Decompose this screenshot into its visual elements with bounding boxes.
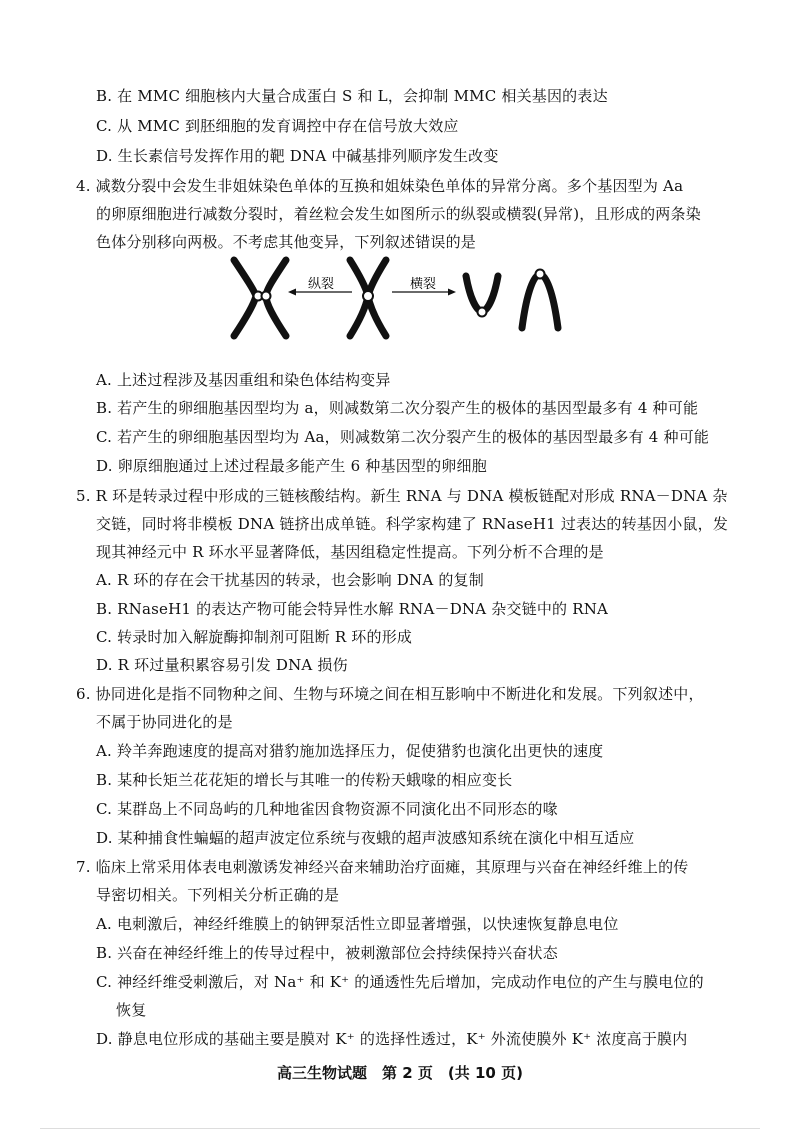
chromatid-left-a [234, 260, 256, 336]
q5-option-d: D. R 环过量积累容易引发 DNA 损伤 [96, 656, 348, 674]
q6-option-b: B. 某种长矩兰花花矩的增长与其唯一的传粉天蛾喙的相应变长 [96, 771, 513, 789]
q3-option-d: D. 生长素信号发挥作用的靶 DNA 中碱基排列顺序发生改变 [96, 147, 499, 165]
q6-stem-line-2: 不属于协同进化的是 [96, 713, 233, 731]
q3-option-c: C. 从 MMC 到胚细胞的发育调控中存在信号放大效应 [96, 117, 459, 135]
q7-option-b: B. 兴奋在神经纤维上的传导过程中，被刺激部位会持续保持兴奋状态 [96, 944, 558, 962]
q5-stem-line-3: 现其神经元中 R 环水平显著降低，基因组稳定性提高。下列分析不合理的是 [96, 543, 604, 561]
q7-option-c-line-1: C. 神经纤维受刺激后，对 Na⁺ 和 K⁺ 的通透性先后增加，完成动作电位的产生与膜电位的 [96, 973, 704, 991]
bottom-divider [40, 1128, 760, 1129]
q7-option-d: D. 静息电位形成的基础主要是膜对 K⁺ 的选择性透过，K⁺ 外流使膜外 K⁺ 浓度高于膜内 [96, 1030, 688, 1048]
q5-stem-line-1: 5. R 环是转录过程中形成的三链核酸结构。新生 RNA 与 DNA 模板链配对形成 RNA－DNA 杂 [76, 487, 728, 505]
q4-option-c: C. 若产生的卵细胞基因型均为 Aa，则减数第二次分裂产生的极体的基因型最多有 4 种可能 [96, 428, 710, 446]
centromere-left-b [262, 292, 271, 301]
q4-option-d: D. 卵原细胞通过上述过程最多能产生 6 种基因型的卵细胞 [96, 457, 487, 475]
q4-stem-line-1: 4. 减数分裂中会发生非姐妹染色单体的互换和姐妹染色单体的异常分离。多个基因型为 Aa [76, 177, 684, 195]
page-footer: 高三生物试题 第 2 页 (共 10 页) [277, 1064, 523, 1082]
q5-stem-line-2: 交链，同时将非模板 DNA 链挤出成单链。科学家构建了 RNaseH1 过表达的转基因小鼠，发 [96, 515, 729, 533]
q5-option-a: A. R 环的存在会干扰基因的转录，也会影响 DNA 的复制 [96, 571, 484, 589]
q5-option-c: C. 转录时加入解旋酶抑制剂可阻断 R 环的形成 [96, 628, 413, 646]
q7-option-c-line-2: 恢复 [116, 1001, 147, 1019]
q7-stem-line-2: 导密切相关。下列相关分析正确的是 [96, 886, 340, 904]
q7-stem-line-1: 7. 临床上常采用体表电刺激诱发神经兴奋来辅助治疗面瘫，其原理与兴奋在神经纤维上的传 [76, 858, 689, 876]
q5-option-b: B. RNaseH1 的表达产物可能会特异性水解 RNA－DNA 杂交链中的 RNA [96, 600, 609, 618]
q4-stem-line-3: 色体分别移向两极。不考虑其他变异，下列叙述错误的是 [96, 233, 477, 251]
chromosome-split-figure [220, 254, 580, 340]
label-transverse: 横裂 [410, 277, 437, 292]
q4-stem-line-2: 的卵原细胞进行减数分裂时，着丝粒会发生如图所示的纵裂或横裂(异常)，且形成的两条染 [96, 205, 701, 223]
q6-stem-line-1: 6. 协同进化是指不同物种之间、生物与环境之间在相互影响中不断进化和发展。下列叙述中， [76, 685, 704, 703]
arrow-right-head [448, 289, 456, 296]
q7-option-a: A. 电刺激后，神经纤维膜上的钠钾泵活性立即显著增强，以快速恢复静息电位 [96, 915, 619, 933]
label-longitudinal: 纵裂 [308, 277, 335, 292]
q6-option-d: D. 某种捕食性蝙蝠的超声波定位系统与夜蛾的超声波感知系统在演化中相互适应 [96, 829, 635, 847]
q3-option-b: B. 在 MMC 细胞核内大量合成蛋白 S 和 L，会抑制 MMC 相关基因的表达 [96, 87, 608, 105]
centromere-v [478, 308, 487, 317]
chromosome-inverted-v-shape [522, 274, 558, 328]
centromere-mid [363, 291, 373, 301]
arrow-left-head [288, 289, 296, 296]
q6-option-a: A. 羚羊奔跑速度的提高对猎豹施加选择压力，促使猎豹也演化出更快的速度 [96, 742, 604, 760]
q4-option-a: A. 上述过程涉及基因重组和染色体结构变异 [96, 371, 391, 389]
q4-option-b: B. 若产生的卵细胞基因型均为 a，则减数第二次分裂产生的极体的基因型最多有 4 种可能 [96, 399, 699, 417]
q6-option-c: C. 某群岛上不同岛屿的几种地雀因食物资源不同演化出不同形态的喙 [96, 800, 558, 818]
centromere-inverted-v [536, 270, 545, 279]
